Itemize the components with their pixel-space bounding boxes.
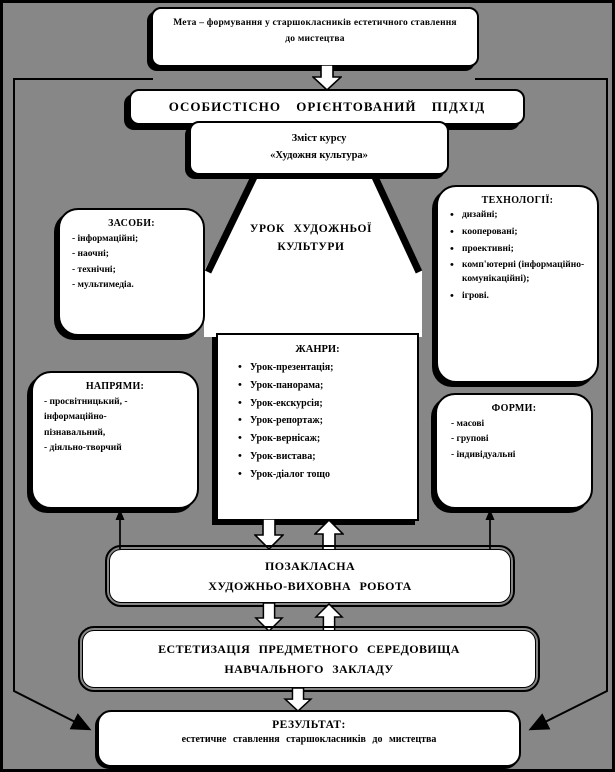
list-item: - наочні; — [72, 249, 109, 260]
list-item: - масові — [451, 419, 485, 429]
zasoby-title: ЗАСОБИ: — [108, 218, 155, 229]
arrow-down-icon — [312, 65, 342, 91]
list-item: • Урок-презентація; — [250, 359, 417, 377]
course-line1: Зміст курсу — [291, 133, 347, 144]
lesson-line2: КУЛЬТУРИ — [277, 240, 345, 253]
zasoby-list — [60, 232, 203, 294]
zhanry-list — [218, 359, 417, 484]
arrow-down-icon — [254, 603, 284, 632]
list-item: - групові — [451, 434, 489, 445]
list-item: • ігрові. — [462, 290, 591, 304]
list-item: • Урок-репортаж; — [250, 412, 417, 430]
zasoby-box — [58, 208, 205, 336]
list-item: • кооперовані; — [462, 226, 591, 240]
meta-text: Мета – формування у старшокласників естетичного ставлення до мистецтва — [173, 18, 457, 44]
pozaklasna-box — [109, 549, 511, 603]
list-item: • проективні; — [462, 243, 591, 257]
approach-box — [129, 89, 525, 125]
napryamy-box — [31, 371, 199, 509]
list-item: інформаційно- — [44, 412, 107, 423]
arrow-up-thin-left-icon — [113, 509, 127, 550]
napryamy-list — [33, 395, 197, 457]
list-item: • дизайні; — [462, 209, 591, 223]
course-line2: «Художня культура» — [270, 149, 368, 161]
list-item: • Урок-панорама; — [250, 377, 417, 395]
lesson-line1: УРОК ХУДОЖНЬОЇ — [249, 223, 373, 235]
result-box — [97, 710, 521, 767]
list-item: • Урок-вистава; — [250, 448, 417, 466]
meta-box — [151, 7, 479, 67]
formy-box — [435, 393, 593, 509]
estetyzatsiya-line1: ЕСТЕТИЗАЦІЯ ПРЕДМЕТНОГО СЕРЕДОВИЩА — [158, 642, 460, 656]
zhanry-box — [216, 333, 419, 521]
approach-text: ОСОБИСТІСНО ОРІЄНТОВАНИЙ ПІДХІД — [168, 99, 486, 114]
arrow-up-icon — [314, 519, 344, 550]
tech-title: ТЕХНОЛОГІЇ: — [481, 195, 554, 206]
course-box — [189, 121, 449, 175]
zhanry-title: ЖАНРИ: — [295, 344, 340, 355]
pozaklasna-line2: ХУДОЖНЬО-ВИХОВНА РОБОТА — [208, 579, 412, 594]
lesson-label — [215, 221, 407, 257]
list-item: - технічні; — [72, 264, 116, 275]
list-item: - просвітницький, - — [44, 397, 128, 407]
arrow-down-icon — [254, 519, 284, 550]
tech-box — [436, 185, 599, 383]
result-text: естетичне ставлення старшокласників до мистецтва — [181, 734, 437, 745]
list-item: • Урок-екскурсія; — [250, 395, 417, 413]
tech-list — [438, 209, 597, 304]
arrow-up-icon — [314, 603, 344, 632]
formy-title: ФОРМИ: — [491, 403, 537, 414]
arrow-up-thin-right-icon — [483, 509, 497, 550]
list-item: - мультимедіа. — [72, 280, 134, 291]
list-item: пізнавальний, — [44, 427, 106, 438]
list-item: • Урок-діалог тощо — [250, 466, 417, 484]
napryamy-title: НАПРЯМИ: — [85, 381, 145, 392]
list-item: • комп'ютерні (інформаційно-комунікаційні); — [462, 259, 591, 287]
arrow-down-icon — [283, 688, 313, 712]
list-item: - індивідуальні — [451, 449, 516, 460]
list-item: - діяльно-творчий — [44, 443, 122, 454]
pozaklasna-line1: ПОЗАКЛАСНА — [264, 559, 356, 573]
estetyzatsiya-box — [82, 630, 536, 688]
list-item: • Урок-вернісаж; — [250, 430, 417, 448]
result-title: РЕЗУЛЬТАТ: — [272, 719, 346, 731]
formy-list — [437, 417, 591, 463]
estetyzatsiya-line2: НАВЧАЛЬНОГО ЗАКЛАДУ — [224, 662, 394, 677]
list-item: - інформаційні; — [72, 234, 139, 244]
